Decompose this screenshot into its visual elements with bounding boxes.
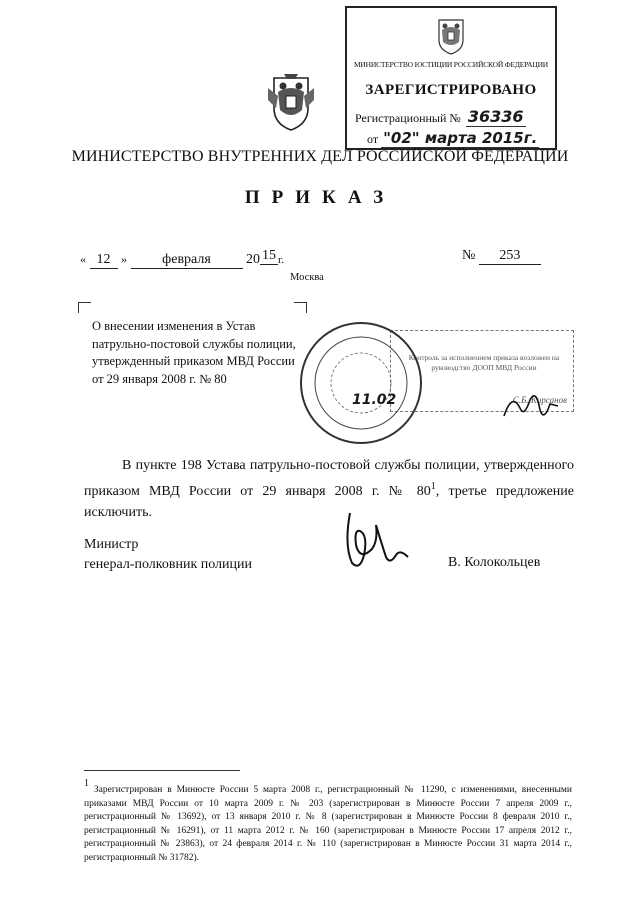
stamp-status: ЗАРЕГИСТРИРОВАНО	[365, 82, 537, 98]
approval-signature	[500, 386, 562, 426]
order-number	[462, 248, 541, 265]
date-year-prefix: 20	[246, 252, 260, 267]
signatory-position: Министр	[84, 537, 139, 552]
date-year-label: г.	[278, 254, 285, 266]
stamp-ministry: МИНИСТЕРСТВО ЮСТИЦИИ РОССИЙСКОЙ ФЕДЕРАЦИИ	[353, 60, 549, 69]
order-number-value: 253	[479, 248, 541, 265]
subject-bracket-right	[294, 302, 307, 313]
date-month: февраля	[131, 252, 243, 269]
footnote	[84, 777, 572, 865]
control-stamp-signer: С.Б. Кирсанов	[512, 395, 567, 405]
date-day: 12	[90, 252, 118, 269]
ministry-title: МИНИСТЕРСТВО ВНУТРЕННИХ ДЕЛ РОССИЙСКОЙ ФЕДЕРАЦИИ	[71, 148, 569, 165]
date-quote-open: «	[80, 252, 86, 266]
stamp-number-label: Регистрационный №	[355, 111, 461, 125]
signatory-block	[84, 535, 252, 575]
registration-stamp	[345, 6, 557, 150]
subject-line: патрульно-постовой службы полиции,	[92, 336, 296, 351]
body-text-end: , третье предложение исключить.	[84, 484, 574, 520]
footnote-ref: 1	[430, 481, 436, 492]
stamp-date-value: "02" марта 2015г.	[383, 129, 538, 147]
subject-line: от 29 января 2008 г. № 80	[92, 371, 227, 386]
body-text: В пункте 198 Устава патрульно-постовой службы полиции, утвержденного приказом МВД России от 29 января 2008 г. № 80	[84, 458, 574, 499]
footnote-text: Зарегистрирован в Минюсте России 5 марта 2008 г., регистрационный № 11290, с изменениями, внесенными приказами МВД России от 10 марта 2009 г. № 203 (зарегистрирован в Минюсте России 7 апреля 2009 г., регистрационный № 13692), от 13 января 2010 г. № 8 (зарегистрирован в Минюсте России 8 февраля 2010 г., регистрационный № 16291), от 11 марта 2012 г. № 160 (зарегистрирован в Минюсте России 17 апреля 2012 г., регистрационный № 23863), от 24 февраля 2014 г. № 110 (зарегистрирован в Минюсте России 31 марта 2014 г., регистрационный № 31782).	[84, 785, 572, 863]
subject-bracket-left	[78, 302, 91, 313]
order-number-label: №	[462, 248, 476, 263]
footnote-mark: 1	[84, 778, 89, 789]
signatory-rank: генерал-полковник полиции	[84, 557, 253, 572]
control-stamp-title: Контроль за исполнением приказа возложен на руководство ДООП МВД России	[408, 353, 560, 372]
order-date	[80, 248, 284, 269]
control-stamp-date: 11.02	[352, 392, 397, 408]
stamp-emblem	[433, 14, 469, 56]
stamp-number-line	[355, 107, 526, 126]
date-year-suffix: 15	[262, 248, 276, 263]
minister-signature	[338, 505, 418, 575]
subject-line: утвержденный приказом МВД России	[92, 354, 295, 368]
signatory-name: В. Колокольцев	[448, 555, 541, 570]
stamp-date-line	[367, 129, 539, 147]
subject-line: О внесении изменения в Устав	[92, 319, 256, 333]
stamp-number-value: 36336	[467, 107, 524, 126]
footnote-separator	[84, 770, 240, 771]
order-subject	[92, 318, 304, 388]
coat-of-arms-emblem	[264, 70, 318, 132]
order-body	[84, 455, 574, 523]
document-type: ПРИКАЗ	[244, 187, 396, 208]
date-quote-close: »	[121, 252, 127, 266]
stamp-date-prefix: от	[367, 132, 379, 146]
round-seal	[296, 318, 426, 448]
city: Москва	[290, 272, 324, 283]
